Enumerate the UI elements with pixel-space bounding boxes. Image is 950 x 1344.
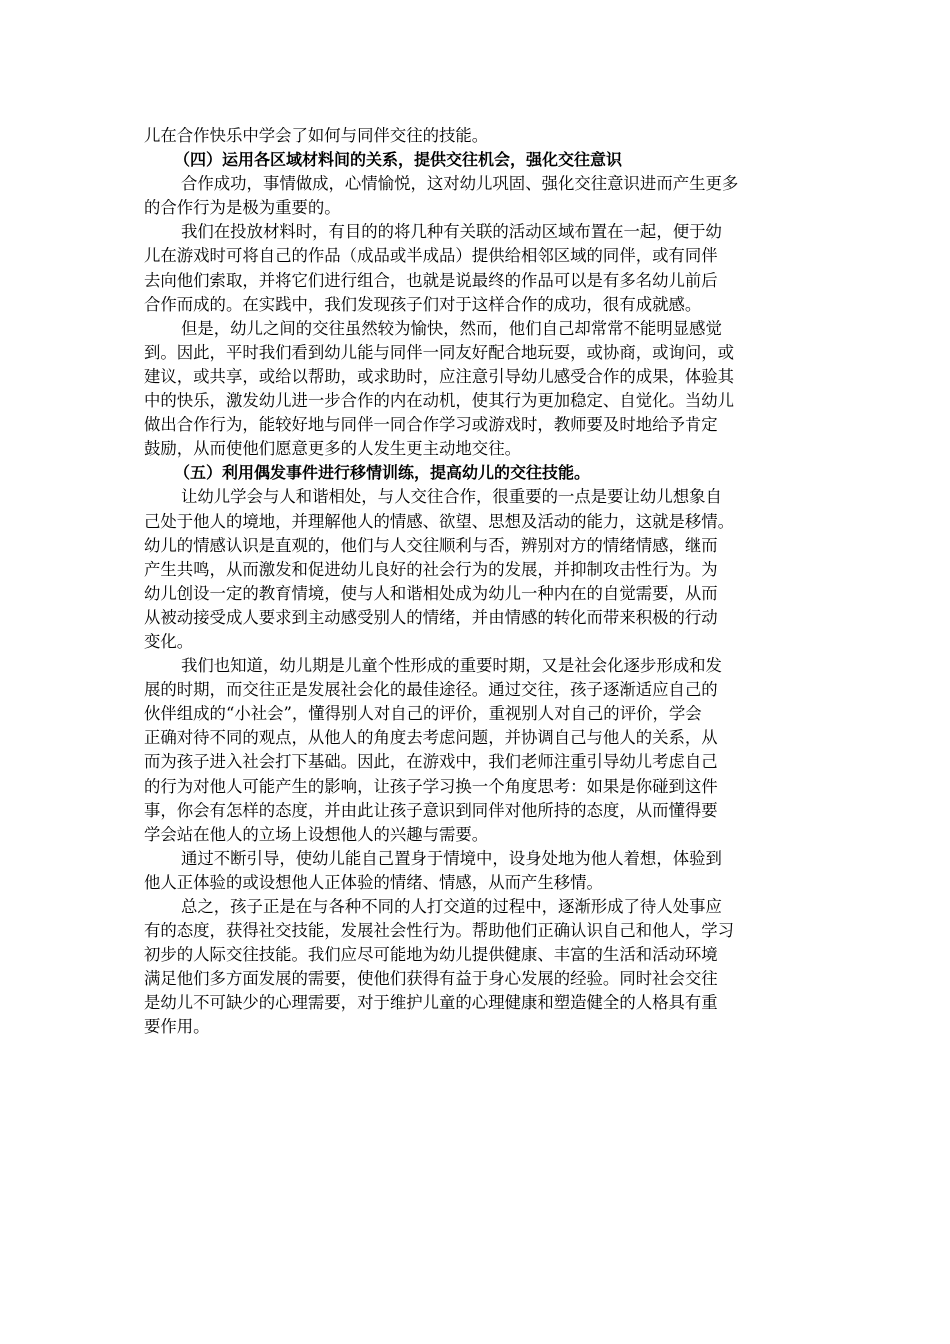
text-line: 但是，幼儿之间的交往虽然较为愉快，然而，他们自己却常常不能明显感觉	[181, 318, 722, 338]
text-line: 而为孩子进入社会打下基础。因此，在游戏中，我们老师注重引导幼儿考虑自己	[144, 752, 718, 772]
text-line: 合作而成的。在实践中，我们发现孩子们对于这样合作的成功，很有成就感。	[144, 294, 702, 314]
text-line: 我们在投放材料时，有目的的将几种有关联的活动区域布置在一起，便于幼	[181, 222, 722, 242]
text-line: 初步的人际交往技能。我们应尽可能地为幼儿提供健康、丰富的生活和活动环境	[144, 945, 718, 965]
text-line: 做出合作行为，能较好地与同伴一同合作学习或游戏时，教师要及时地给予肯定	[144, 415, 718, 435]
text-line: 建议，或共享，或给以帮助，或求助时，应注意引导幼儿感受合作的成果，体验其	[144, 366, 735, 386]
text-line: 去向他们索取，并将它们进行组合，也就是说最终的作品可以是有多名幼儿前后	[144, 270, 718, 290]
section-heading-5: （五）利用偶发事件进行移情训练，提高幼儿的交往技能。	[174, 463, 591, 483]
text-line: 鼓励，从而使他们愿意更多的人发生更主动地交往。	[144, 439, 521, 459]
text-line: 己处于他人的境地，并理解他人的情感、欲望、思想及活动的能力，这就是移情。	[144, 511, 735, 531]
text-line: 事，你会有怎样的态度，并由此让孩子意识到同伴对他所持的态度，从而懂得要	[144, 800, 718, 820]
text-line: 幼儿的情感认识是直观的，他们与人交往顺利与否，辨别对方的情绪情感，继而	[144, 535, 718, 555]
text-line: 他人正体验的或设想他人正体验的情绪、情感，从而产生移情。	[144, 872, 603, 892]
text-line: 学会站在他人的立场上设想他人的兴趣与需要。	[144, 824, 489, 844]
text-line: 的合作行为是极为重要的。	[144, 198, 341, 218]
text-line: 的行为对他人可能产生的影响，让孩子学习换一个角度思考：如果是你碰到这件	[144, 776, 718, 796]
text-line: 到。因此，平时我们看到幼儿能与同伴一同友好配合地玩耍，或协商，或询问，或	[144, 342, 735, 362]
text-line: 合作成功，事情做成，心情愉悦，这对幼儿巩固、强化交往意识进而产生更多	[181, 174, 739, 194]
text-line: 是幼儿不可缺少的心理需要，对于维护儿童的心理健康和塑造健全的人格具有重	[144, 993, 718, 1013]
text-line: 变化。	[144, 631, 194, 651]
text-line: 产生共鸣，从而激发和促进幼儿良好的社会行为的发展，并抑制攻击性行为。为	[144, 559, 718, 579]
text-line: 从被动接受成人要求到主动感受别人的情绪，并由情感的转化而带来积极的行动	[144, 607, 718, 627]
text-line: 儿在合作快乐中学会了如何与同伴交往的技能。	[144, 126, 489, 145]
text-line: 满足他们多方面发展的需要，使他们获得有益于身心发展的经验。同时社会交往	[144, 969, 718, 989]
text-line: 让幼儿学会与人和谐相处，与人交往合作，很重要的一点是要让幼儿想象自	[181, 487, 722, 507]
text-line: 总之，孩子正是在与各种不同的人打交道的过程中，逐渐形成了待人处事应	[181, 897, 722, 916]
text-line: 伙伴组成的“小社会”，懂得别人对自己的评价，重视别人对自己的评价，学会	[144, 704, 702, 724]
text-line: 幼儿创设一定的教育情境，使与人和谐相处成为幼儿一种内在的自觉需要，从而	[144, 583, 718, 603]
text-line: 我们也知道，幼儿期是儿童个性形成的重要时期，又是社会化逐步形成和发	[181, 656, 722, 676]
text-line: 要作用。	[144, 1017, 210, 1037]
document-page	[144, 124, 808, 1040]
text-line: 儿在游戏时可将自己的作品（成品或半成品）提供给相邻区域的同伴，或有同伴	[144, 246, 718, 266]
section-heading-4: （四）运用各区域材料间的关系，提供交往机会，强化交往意识	[174, 150, 623, 170]
text-line: 正确对待不同的观点，从他人的角度去考虑问题，并协调自己与他人的关系，从	[144, 728, 718, 748]
text-line: 有的态度，获得社交技能，发展社会性行为。帮助他们正确认识自己和他人，学习	[144, 921, 735, 941]
text-line: 中的快乐，激发幼儿进一步合作的内在动机，使其行为更加稳定、自觉化。当幼儿	[144, 391, 735, 411]
text-line: 展的时期，而交往正是发展社会化的最佳途径。通过交往，孩子逐渐适应自己的	[144, 680, 718, 700]
text-line: 通过不断引导，使幼儿能自己置身于情境中，设身处地为他人着想，体验到	[181, 848, 722, 868]
